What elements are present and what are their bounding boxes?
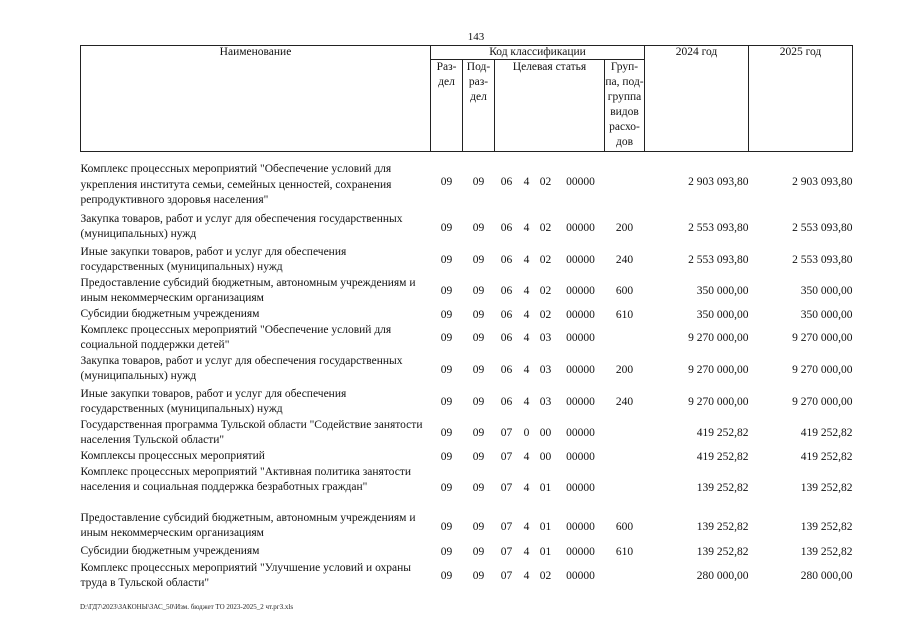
code-direction: 00000 [566, 427, 595, 439]
row-name: Иные закупки товаров, работ и услуг для обеспечения государственных (муниципальных) нужд [80, 387, 347, 415]
col-header-2024: 2024 год [645, 46, 749, 152]
code-section: 09 [440, 175, 453, 188]
amount-2025: 9 270 000,00 [792, 396, 853, 408]
row-name: Предоставление субсидий бюджетным, автономным учреждениям и иным некоммерческим организациям [80, 276, 416, 304]
table-row [81, 465, 853, 511]
code-direction: 00000 [566, 396, 595, 408]
row-name: Комплекс процессных мероприятий "Улучшение условий и охраны труда в Тульской области" [80, 561, 412, 589]
code-type: 4 [523, 332, 530, 344]
amount-2024: 419 252,82 [696, 450, 749, 463]
code-section: 09 [440, 481, 453, 494]
table-row [81, 354, 853, 387]
code-complex: 02 [539, 285, 552, 297]
code-direction: 00000 [566, 285, 595, 297]
amount-2024: 2 553 093,80 [688, 254, 749, 266]
amount-2024: 9 270 000,00 [688, 332, 749, 344]
code-type: 4 [523, 396, 530, 408]
amount-2025: 139 252,82 [800, 521, 853, 533]
row-name: Субсидии бюджетным учреждениям [80, 544, 260, 557]
code-type: 4 [523, 364, 530, 376]
code-expense-group: 200 [615, 222, 634, 234]
code-section: 09 [440, 450, 453, 463]
code-type: 4 [523, 308, 530, 321]
table-row [81, 561, 853, 592]
amount-2025: 9 270 000,00 [792, 364, 853, 376]
code-direction: 00000 [566, 546, 595, 558]
col-header-subsection: Под- раз- дел [463, 60, 495, 152]
code-type: 4 [523, 450, 530, 463]
amount-2025: 2 903 093,80 [792, 175, 853, 188]
code-complex: 03 [539, 364, 552, 376]
amount-2024: 419 252,82 [696, 427, 749, 439]
code-expense-group [605, 323, 645, 354]
table-row [81, 307, 853, 323]
row-name: Государственная программа Тульской области "Содействие занятости населения Тульской области" [80, 418, 423, 446]
code-expense-group: 600 [615, 285, 634, 297]
code-section: 09 [440, 521, 453, 533]
row-name: Субсидии бюджетным учреждениям [80, 307, 260, 320]
code-subsection: 09 [472, 254, 485, 266]
code-expense-group [605, 561, 645, 592]
code-section: 09 [440, 396, 453, 408]
amount-2025: 139 252,82 [800, 481, 853, 494]
col-header-expense-group: Груп- па, под- группа видов расхо- дов [605, 60, 645, 152]
code-program: 06 [500, 254, 513, 266]
code-complex: 01 [539, 521, 552, 533]
code-type: 4 [523, 175, 530, 188]
table-row [81, 323, 853, 354]
amount-2025: 9 270 000,00 [792, 332, 853, 344]
code-type: 4 [523, 222, 530, 234]
amount-2024: 9 270 000,00 [688, 396, 749, 408]
code-section: 09 [440, 546, 453, 558]
code-type: 4 [523, 254, 530, 266]
code-direction: 00000 [566, 308, 595, 321]
table-row [81, 449, 853, 465]
code-type: 4 [523, 546, 530, 558]
amount-2025: 350 000,00 [800, 285, 853, 297]
code-subsection: 09 [472, 222, 485, 234]
budget-table [80, 45, 853, 592]
amount-2024: 350 000,00 [696, 285, 749, 297]
amount-2024: 280 000,00 [696, 570, 749, 582]
code-expense-group: 610 [615, 308, 634, 321]
code-expense-group: 600 [615, 521, 634, 533]
code-direction: 00000 [566, 364, 595, 376]
code-direction: 00000 [566, 254, 595, 266]
code-subsection: 09 [472, 364, 485, 376]
code-section: 09 [440, 285, 453, 297]
file-path-footer: D:\ГД7\2023\ЗАКОНЫ\ЗАС_50\Изм. бюджет ТО 2023-2025_2 чт.ргЗ.xls [80, 603, 294, 611]
col-header-classification-code: Код классификации [431, 46, 645, 60]
table-row [81, 245, 853, 276]
code-program: 07 [500, 427, 513, 439]
code-program: 07 [500, 481, 513, 494]
code-program: 06 [500, 285, 513, 297]
code-program: 07 [500, 450, 513, 463]
row-name: Закупка товаров, работ и услуг для обеспечения государственных (муниципальных) нужд [80, 354, 403, 382]
col-header-target-article: Целевая статья [495, 60, 605, 152]
code-type: 4 [523, 521, 530, 533]
code-expense-group [605, 465, 645, 511]
code-program: 06 [500, 364, 513, 376]
code-subsection: 09 [472, 396, 485, 408]
code-section: 09 [440, 308, 453, 321]
code-complex: 02 [539, 222, 552, 234]
code-direction: 00000 [566, 332, 595, 344]
code-subsection: 09 [472, 332, 485, 344]
code-program: 06 [500, 222, 513, 234]
amount-2025: 419 252,82 [800, 450, 853, 463]
code-section: 09 [440, 364, 453, 376]
code-complex: 01 [539, 481, 552, 494]
amount-2024: 2 553 093,80 [688, 222, 749, 234]
code-subsection: 09 [472, 521, 485, 533]
code-complex: 01 [539, 546, 552, 558]
amount-2024: 139 252,82 [696, 546, 749, 558]
code-program: 07 [500, 570, 513, 582]
row-name: Закупка товаров, работ и услуг для обеспечения государственных (муниципальных) нужд [80, 212, 403, 240]
amount-2024: 350 000,00 [696, 308, 749, 321]
code-expense-group [605, 418, 645, 449]
amount-2025: 2 553 093,80 [792, 254, 853, 266]
table-row [81, 212, 853, 245]
code-complex: 03 [539, 396, 552, 408]
table-row [81, 387, 853, 418]
amount-2025: 350 000,00 [800, 308, 853, 321]
code-direction: 00000 [566, 222, 595, 234]
code-section: 09 [440, 254, 453, 266]
row-name: Комплекс процессных мероприятий "Обеспечение условий для социальной поддержки детей" [80, 323, 392, 351]
code-type: 4 [523, 481, 530, 494]
amount-2024: 2 903 093,80 [688, 175, 749, 188]
code-expense-group [605, 449, 645, 465]
code-section: 09 [440, 222, 453, 234]
code-direction: 00000 [566, 481, 595, 494]
row-name: Комплекс процессных мероприятий "Обеспечение условий для укрепления института семьи, семейных ценностей, сохранения репродуктивного здоровья населения" [80, 163, 392, 206]
table-row [81, 544, 853, 561]
code-subsection: 09 [472, 285, 485, 297]
table-row [81, 152, 853, 212]
col-header-section: Раз- дел [431, 60, 463, 152]
code-complex: 03 [539, 332, 552, 344]
code-expense-group: 200 [615, 364, 634, 376]
code-section: 09 [440, 570, 453, 582]
code-direction: 00000 [566, 450, 595, 463]
code-subsection: 09 [472, 570, 485, 582]
code-expense-group: 610 [615, 546, 634, 558]
code-program: 06 [500, 332, 513, 344]
code-type: 4 [523, 285, 530, 297]
row-name: Иные закупки товаров, работ и услуг для обеспечения государственных (муниципальных) нужд [80, 245, 347, 273]
code-section: 09 [440, 332, 453, 344]
code-type: 0 [523, 427, 530, 439]
code-subsection: 09 [472, 450, 485, 463]
code-program: 06 [500, 396, 513, 408]
table-row [81, 276, 853, 307]
code-expense-group: 240 [615, 254, 634, 266]
row-name: Комплексы процессных мероприятий [80, 449, 265, 462]
page-number: 143 [467, 31, 485, 43]
amount-2024: 139 252,82 [696, 521, 749, 533]
code-subsection: 09 [472, 546, 485, 558]
amount-2024: 9 270 000,00 [688, 364, 749, 376]
code-program: 07 [500, 521, 513, 533]
code-subsection: 09 [472, 427, 485, 439]
code-section: 09 [440, 427, 453, 439]
code-program: 06 [500, 175, 513, 188]
col-header-2025: 2025 год [749, 46, 853, 152]
code-complex: 00 [539, 427, 552, 439]
amount-2025: 139 252,82 [800, 546, 853, 558]
col-header-name: Наименование [81, 46, 431, 152]
code-expense-group: 240 [615, 396, 634, 408]
code-expense-group [605, 152, 645, 212]
code-subsection: 09 [472, 175, 485, 188]
code-complex: 02 [539, 308, 552, 321]
code-subsection: 09 [472, 308, 485, 321]
row-name: Предоставление субсидий бюджетным, автономным учреждениям и иным некоммерческим организациям [80, 511, 416, 539]
code-complex: 00 [539, 450, 552, 463]
amount-2025: 419 252,82 [800, 427, 853, 439]
code-direction: 00000 [566, 570, 595, 582]
amount-2024: 139 252,82 [696, 481, 749, 494]
code-complex: 02 [539, 570, 552, 582]
amount-2025: 2 553 093,80 [792, 222, 853, 234]
code-subsection: 09 [472, 481, 485, 494]
code-program: 06 [500, 308, 513, 321]
code-direction: 00000 [566, 175, 595, 188]
code-complex: 02 [539, 175, 552, 188]
code-type: 4 [523, 570, 530, 582]
code-direction: 00000 [566, 521, 595, 533]
code-complex: 02 [539, 254, 552, 266]
amount-2025: 280 000,00 [800, 570, 853, 582]
code-program: 07 [500, 546, 513, 558]
row-name: Комплекс процессных мероприятий "Активная политика занятости населения и социальная поддержка безработных граждан" [80, 465, 412, 493]
table-row [81, 418, 853, 449]
table-row [81, 511, 853, 544]
